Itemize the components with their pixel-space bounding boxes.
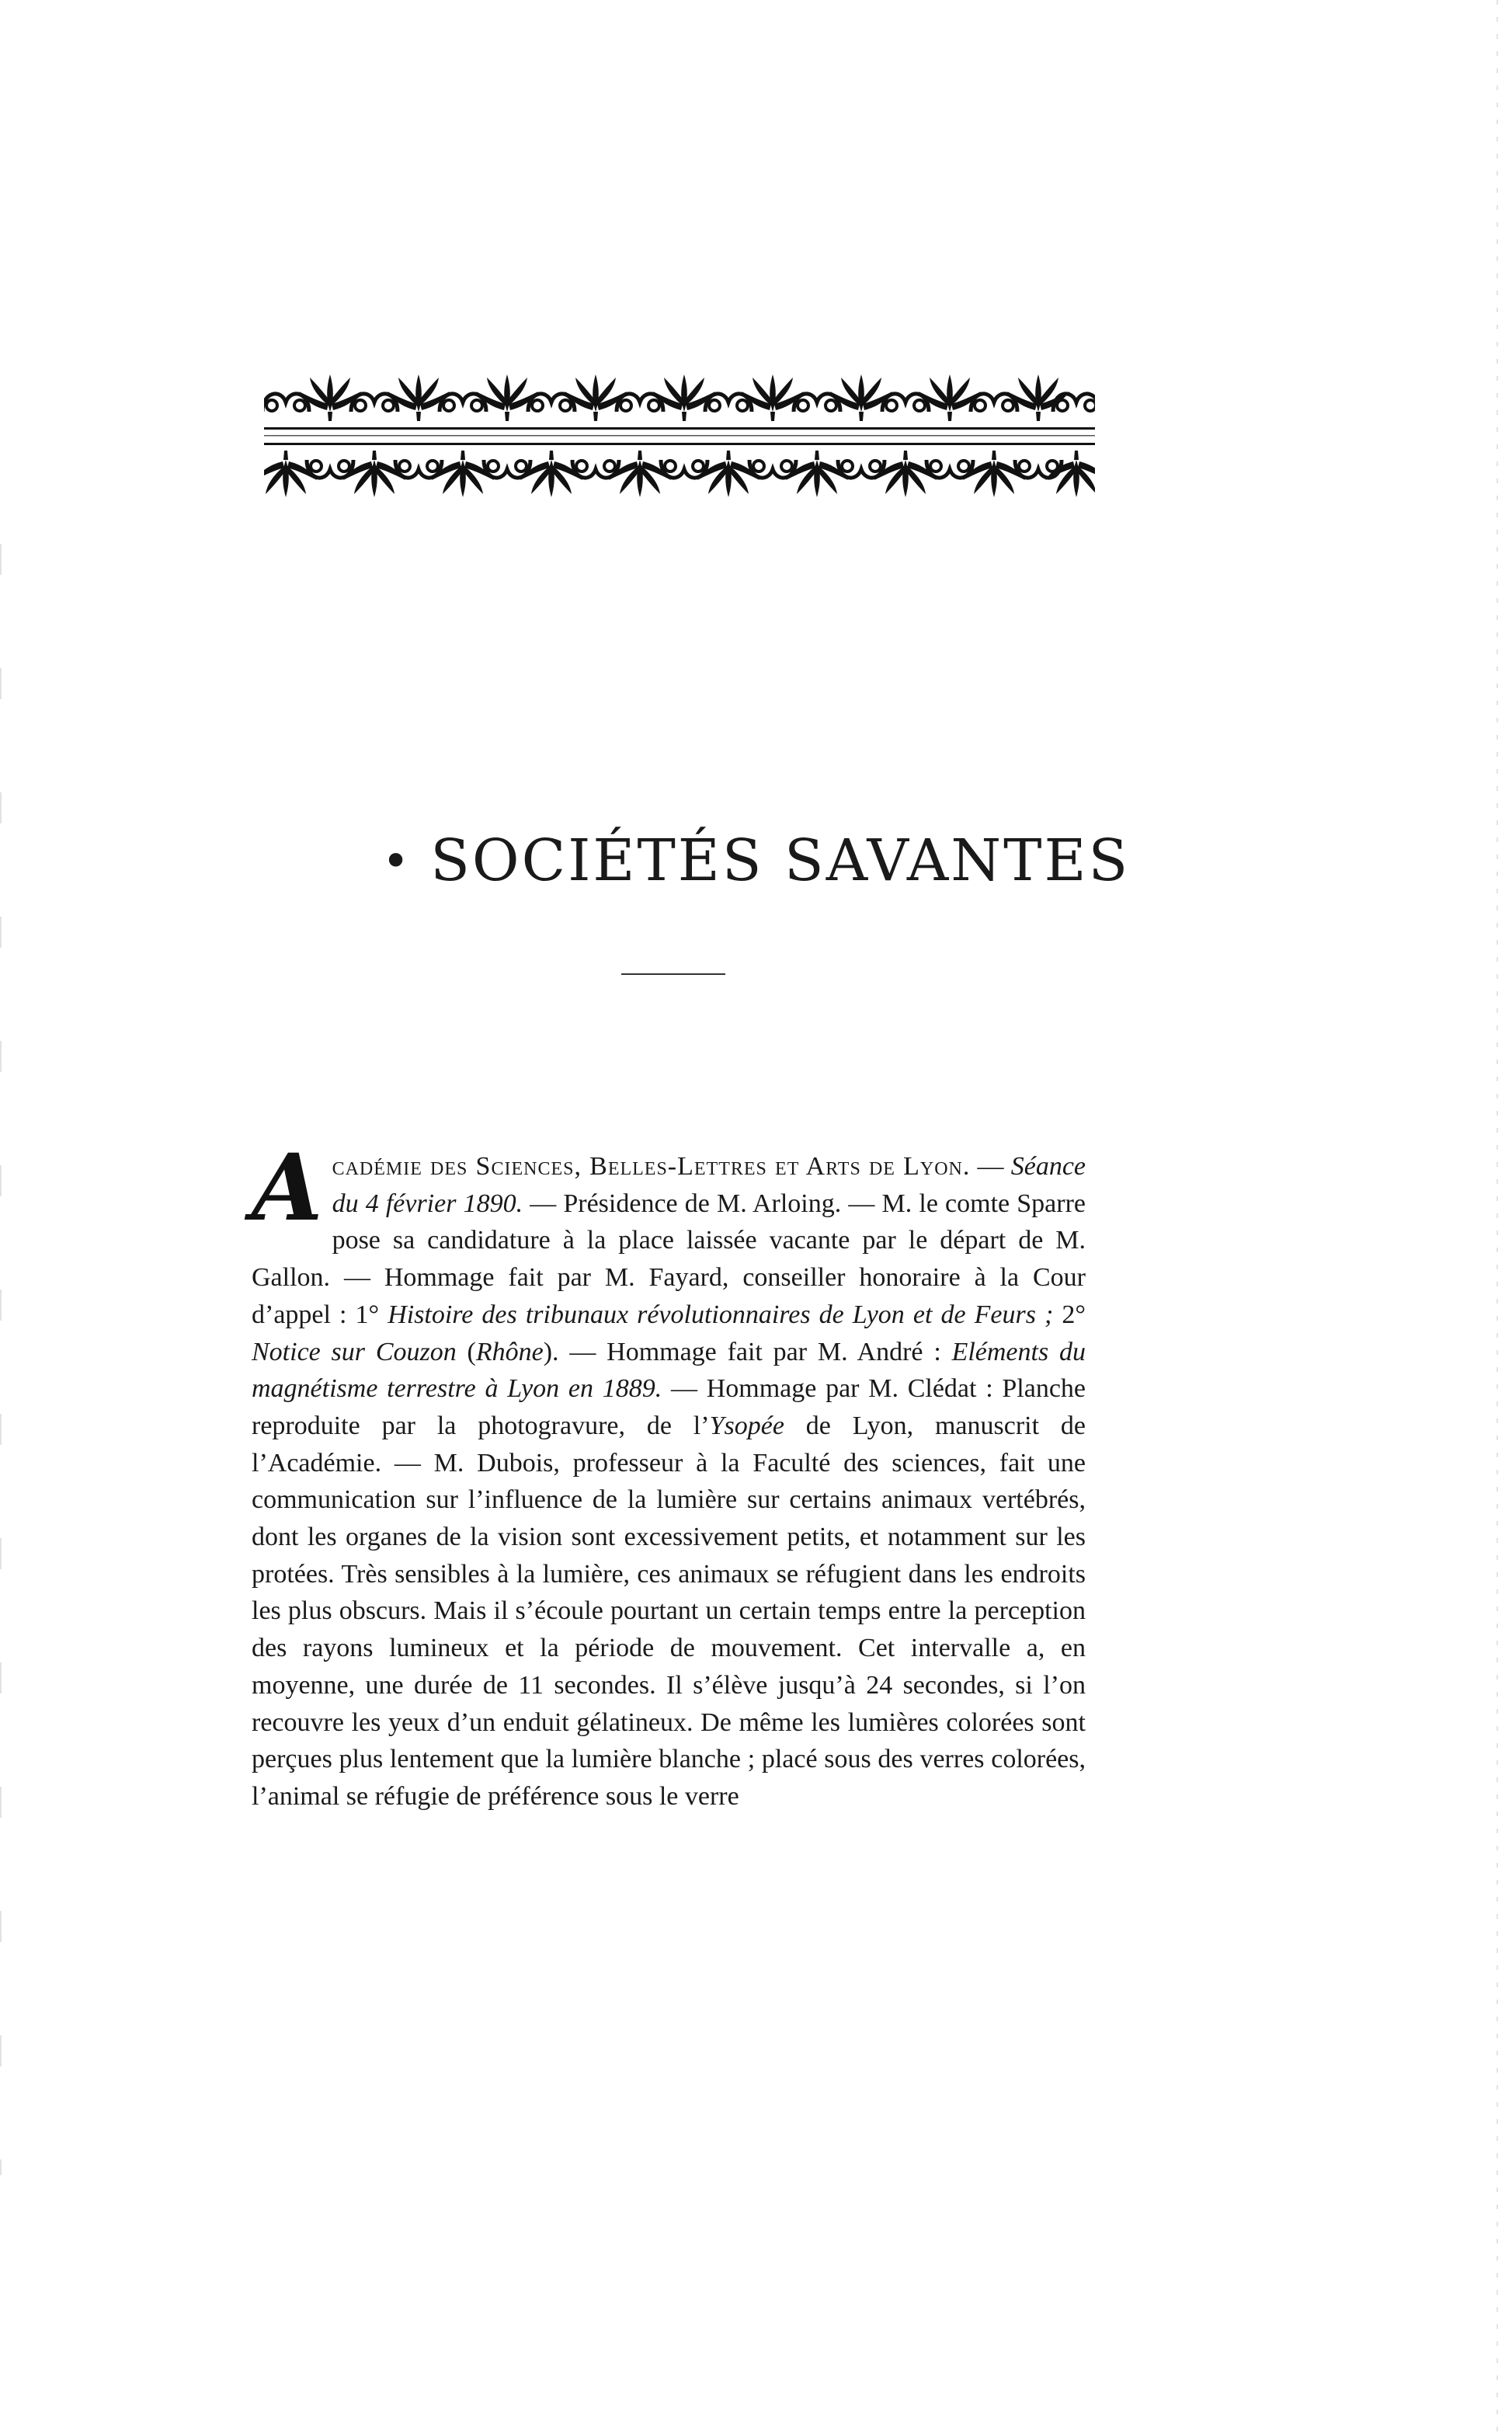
text-segment: de Lyon, manuscrit de l’Académie. — M. Dubois, professeur à la Faculté des sciences, fait une communication sur l’influence de la lumière sur certains animaux vertébrés, dont les organes de la vision sont excessivement petits, et notamment sur les protées. Très sensibles à la lumière, ces animaux se réfugient dans les endroits les plus obscurs. Mais il s’écoule pourtant un certain temps entre la perception des rayons lumineux et la période de mouvement. Cet intervalle a, en moyenne, une durée de 11 secondes. Il s’élève jusqu’à 24 secondes, si l’on recouvre les yeux d’un enduit gélatineux. De même les lumières colorées sont perçues plus lentement que la lumière blanche ; placé sous des verres colorées, l’animal se réfugie de préférence sous le verre: [252, 1411, 1086, 1811]
section-title: [0, 827, 1512, 894]
body-paragraph: [252, 1133, 1086, 1815]
work-title: Histoire des tribunaux révolutionnaires de Lyon et de Feurs ;: [388, 1300, 1054, 1329]
title-bullet: •: [381, 834, 412, 889]
decorative-ornament-band: [264, 365, 1095, 513]
text-dash: —: [970, 1152, 1011, 1181]
drop-cap: A: [252, 1133, 323, 1241]
work-title: Notice sur Couzon: [252, 1337, 457, 1366]
scan-edge-left: [0, 544, 2, 2175]
work-title: Eléments du magnétisme terrestre à Lyon en 1889.: [252, 1337, 1086, 1404]
title-rule: [621, 973, 725, 975]
title-text: SOCIÉTÉS SAVANTES: [430, 827, 1131, 894]
manuscript-title: Ysopée: [709, 1411, 784, 1440]
text-segment: (: [456, 1337, 476, 1366]
text-segment: 2°: [1053, 1300, 1086, 1329]
text-segment: ). — Hommage fait par M. André :: [543, 1337, 952, 1366]
place-name: Rhône: [475, 1337, 544, 1366]
seance-date: Séance du 4 février 1890.: [332, 1152, 1086, 1218]
text-segment: — Présidence de M. Arloing. — M. le comte Sparre pose sa candidature à la place laissée vacante par le départ de M. Gallon. — Hommage fait par M. Fayard, conseiller honoraire à la Cour d’appel : 1°: [252, 1189, 1086, 1329]
academy-name: cadémie des Sciences, Belles-Lettres et Arts de Lyon.: [332, 1152, 971, 1181]
text-segment: — Hommage par M. Clédat : Planche reproduite par la photogravure, de l’: [252, 1374, 1086, 1440]
scan-edge-right: [1496, 0, 1498, 2433]
